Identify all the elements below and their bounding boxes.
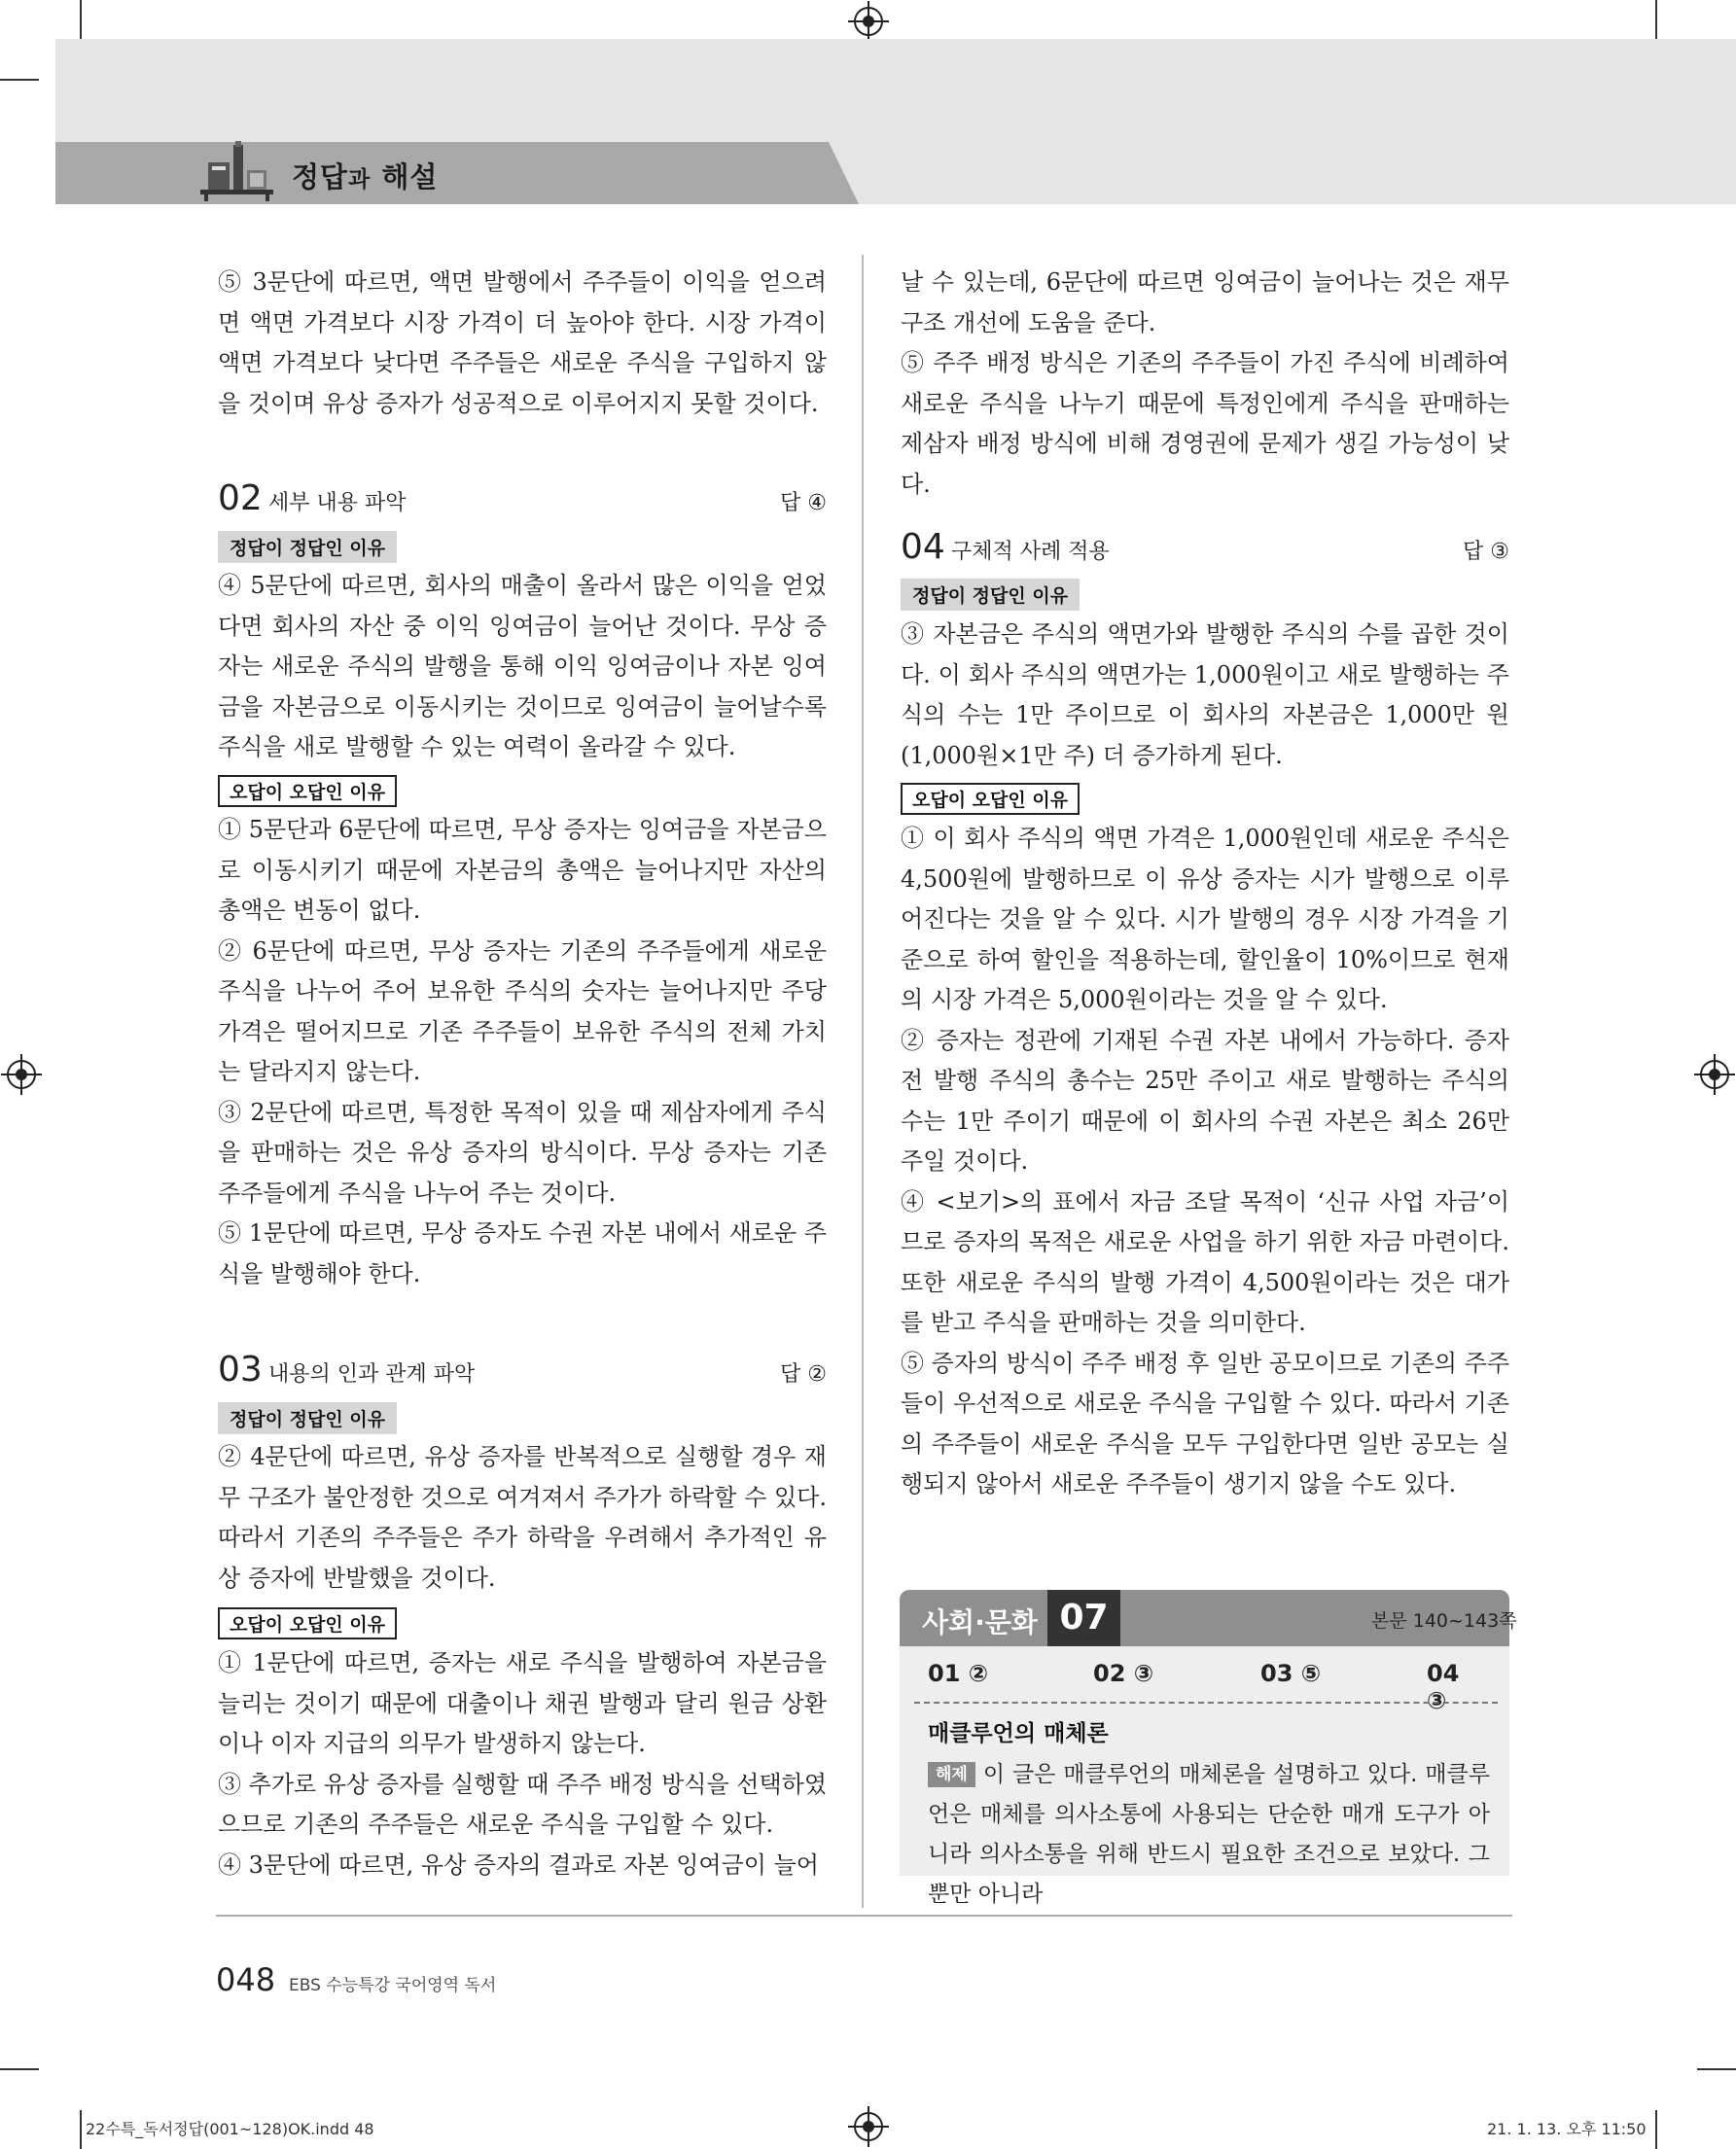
print-timestamp: 21. 1. 13. 오후 11:50	[1487, 2120, 1647, 2138]
question-answer: 답 ②	[780, 1362, 827, 1387]
wrong-item: ③ 2문단에 따르면, 특정한 목적이 있을 때 제삼자에게 주식을 판매하는 것은 유상 증자의 방식이다. 무상 증자는 기존 주주들에게 주식을 나누어 주는 것이다.	[218, 1098, 827, 1207]
q3-wrong-text	[218, 1643, 827, 1885]
wrong-item: ③ 추가로 유상 증자를 실행할 때 주주 배정 방식을 선택하였으므로 기존의 주주들은 새로운 주식을 구입할 수 있다.	[218, 1770, 827, 1838]
dashed-divider	[914, 1702, 1498, 1704]
wrong-item: ④ 3문단에 따르면, 유상 증자의 결과로 자본 잉여금이 늘어	[218, 1850, 819, 1879]
book-title: EBS 수능특강 국어영역 독서	[289, 1976, 497, 1995]
crop-mark	[0, 79, 39, 81]
passage-summary: 해제 이 글은 매클루언의 매체론을 설명하고 있다. 매클루언은 매체를 의사소통에 사용되는 단순한 매개 도구가 아니라 의사소통을 위해 반드시 필요한 조건으로 보았다. 그뿐만 아니라	[928, 1762, 1490, 1907]
wrong-item: ① 이 회사 주식의 액면 가격은 1,000원인데 새로운 주식은 4,500원에 발행하므로 이 유상 증자는 시가 발행으로 이루어진다는 것을 알 수 있다. 시가 발행의 경우 시장 가격을 기준으로 하여 할인을 적용하는데, 할인율이 10%이므로 현재의 시장 가격은 5,000원이라는 것을 알 수 있다.	[901, 825, 1509, 1013]
wrong-item: ⑤ 증자의 방식이 주주 배정 후 일반 공모이므로 기존의 주주들이 우선적으로 새로운 주식을 구입할 수 있다. 따라서 기존의 주주들이 새로운 주식을 모두 구입한다면 일반 공모는 실행되지 않아서 새로운 주주들이 생기지 않을 수도 있다.	[901, 1349, 1509, 1497]
question-number: 04	[901, 527, 945, 567]
question-title: 세부 내용 파악	[268, 491, 407, 515]
question-number: 03	[218, 1350, 263, 1390]
column-divider	[862, 255, 864, 1908]
summary-badge: 해제	[928, 1762, 975, 1787]
question-header-03	[218, 1350, 827, 1389]
answer-item: 03 ⑤	[1260, 1660, 1322, 1687]
wrong-item: ② 증자는 정관에 기재된 수권 자본 내에서 가능하다. 증자 전 발행 주식의 총수는 25만 주이고 새로 발행하는 주식의 수는 1만 주이기 때문에 이 회사의 수권 자본은 최소 26만 주일 것이다.	[901, 1026, 1509, 1175]
wrong-item: ② 6문단에 따르면, 무상 증자는 기존의 주주들에게 새로운 주식을 나누어 주어 보유한 주식의 숫자는 늘어나지만 주당 가격은 떨어지므로 기존 주주들이 보유한 주식의 전체 가치는 달라지지 않는다.	[218, 936, 827, 1085]
registration-mark-icon	[854, 2112, 883, 2141]
question-number: 02	[218, 478, 263, 518]
page-title: 정답과 해설	[292, 160, 439, 194]
wrong-reason-badge: 오답이 오답인 이유	[218, 1607, 397, 1639]
q2-correct-text: ④ 5문단에 따르면, 회사의 매출이 올라서 많은 이익을 얻었다면 회사의 자산 중 이익 잉여금이 늘어난 것이다. 무상 증자는 새로운 주식의 발행을 통해 이익 잉여금이나 자본 잉여금을 자본금으로 이동시키는 것이므로 잉여금이 늘어날수록 주식을 새로 발행할 수 있는 여력이 올라갈 수 있다.	[218, 572, 827, 760]
header-tab	[55, 142, 859, 204]
q2-wrong-text	[218, 810, 827, 1294]
social-section-title: 사회·문화	[922, 1606, 1038, 1638]
correct-reason-badge: 정답이 정답인 이유	[218, 1402, 397, 1434]
crop-mark	[80, 2110, 82, 2149]
crop-mark	[1655, 0, 1657, 39]
answer-item: 01 ②	[928, 1660, 989, 1687]
crop-mark	[80, 0, 82, 39]
q4-wrong-text	[901, 819, 1509, 1505]
q3-correct-text: ② 4문단에 따르면, 유상 증자를 반복적으로 실행할 경우 재무 구조가 불안정한 것으로 여겨져서 주가가 하락할 수 있다. 따라서 기존의 주주들은 주가 하락을 우려해서 추가적인 유상 증자에 반발했을 것이다.	[218, 1443, 827, 1592]
answer-item: 02 ③	[1093, 1660, 1154, 1687]
right-continuation: 날 수 있는데, 6문단에 따르면 잉여금이 늘어나는 것은 재무 구조 개선에 도움을 준다. ⑤ 주주 배정 방식은 기존의 주주들이 가진 주식에 비례하여 새로운 주식을 나누기 때문에 특정인에게 주식을 판매하는 제삼자 배정 방식에 비해 경영권에 문제가 생길 가능성이 낮다.	[901, 268, 1509, 498]
registration-mark-icon	[1700, 1060, 1729, 1089]
correct-reason-badge: 정답이 정답인 이유	[218, 531, 397, 563]
page-number: 048	[216, 1961, 276, 1998]
page-reference: 본문 140~143쪽	[1371, 1610, 1517, 1632]
answer-item: 04 ③	[1427, 1660, 1460, 1714]
registration-mark-icon	[7, 1060, 36, 1089]
crop-mark	[1655, 2110, 1657, 2149]
wrong-reason-badge: 오답이 오답인 이유	[901, 783, 1080, 815]
crop-mark	[1697, 2068, 1736, 2070]
desk-icon	[200, 141, 273, 201]
registration-mark-icon	[854, 7, 883, 36]
social-section-number: 07	[1047, 1590, 1120, 1646]
question-title: 내용의 인과 관계 파악	[268, 1362, 476, 1387]
wrong-item: ① 1문단에 따르면, 증자는 새로 주식을 발행하여 자본금을 늘리는 것이기 때문에 대출이나 채권 발행과 달리 원금 상환이나 이자 지급의 의무가 발생하지 않는다.	[218, 1649, 827, 1757]
wrong-item: ④ <보기>의 표에서 자금 조달 목적이 ‘신규 사업 자금’이므로 증자의 목적은 새로운 사업을 하기 위한 자금 마련이다. 또한 새로운 주식의 발행 가격이 4,500원이라는 것은 대가를 받고 주식을 판매하는 것을 의미한다.	[901, 1187, 1509, 1336]
question-header-04	[901, 527, 1509, 566]
q4-correct-text: ③ 자본금은 주식의 액면가와 발행한 주식의 수를 곱한 것이다. 이 회사 주식의 액면가는 1,000원이고 새로 발행하는 주식의 수는 1만 주이므로 이 회사의 자본금은 1,000만 원(1,000원×1만 주) 더 증가하게 된다.	[901, 620, 1509, 769]
intro-paragraph: ⑤ 3문단에 따르면, 액면 발행에서 주주들이 이익을 얻으려면 액면 가격보다 시장 가격이 더 높아야 한다. 시장 가격이 액면 가격보다 낮다면 주주들은 새로운 주식을 구입하지 않을 것이며 유상 증자가 성공적으로 이루어지지 못할 것이다.	[218, 268, 827, 417]
wrong-item: ⑤ 1문단에 따르면, 무상 증자도 수권 자본 내에서 새로운 주식을 발행해야 한다.	[218, 1219, 827, 1287]
question-answer: 답 ④	[780, 491, 827, 515]
question-header-02	[218, 478, 827, 517]
question-title: 구체적 사례 적용	[951, 540, 1110, 564]
wrong-reason-badge: 오답이 오답인 이유	[218, 775, 397, 807]
wrong-item: ① 5문단과 6문단에 따르면, 무상 증자는 잉여금을 자본금으로 이동시키기 때문에 자본금의 총액은 늘어나지만 자산의 총액은 변동이 없다.	[218, 816, 827, 924]
file-slug: 22수특_독서정답(001~128)OK.indd 48	[86, 2120, 374, 2138]
correct-reason-badge: 정답이 정답인 이유	[901, 579, 1080, 611]
crop-mark	[0, 2068, 39, 2070]
bottom-rule	[216, 1915, 1512, 1917]
passage-title: 매클루언의 매체론	[928, 1721, 1109, 1746]
question-answer: 답 ③	[1463, 540, 1509, 564]
